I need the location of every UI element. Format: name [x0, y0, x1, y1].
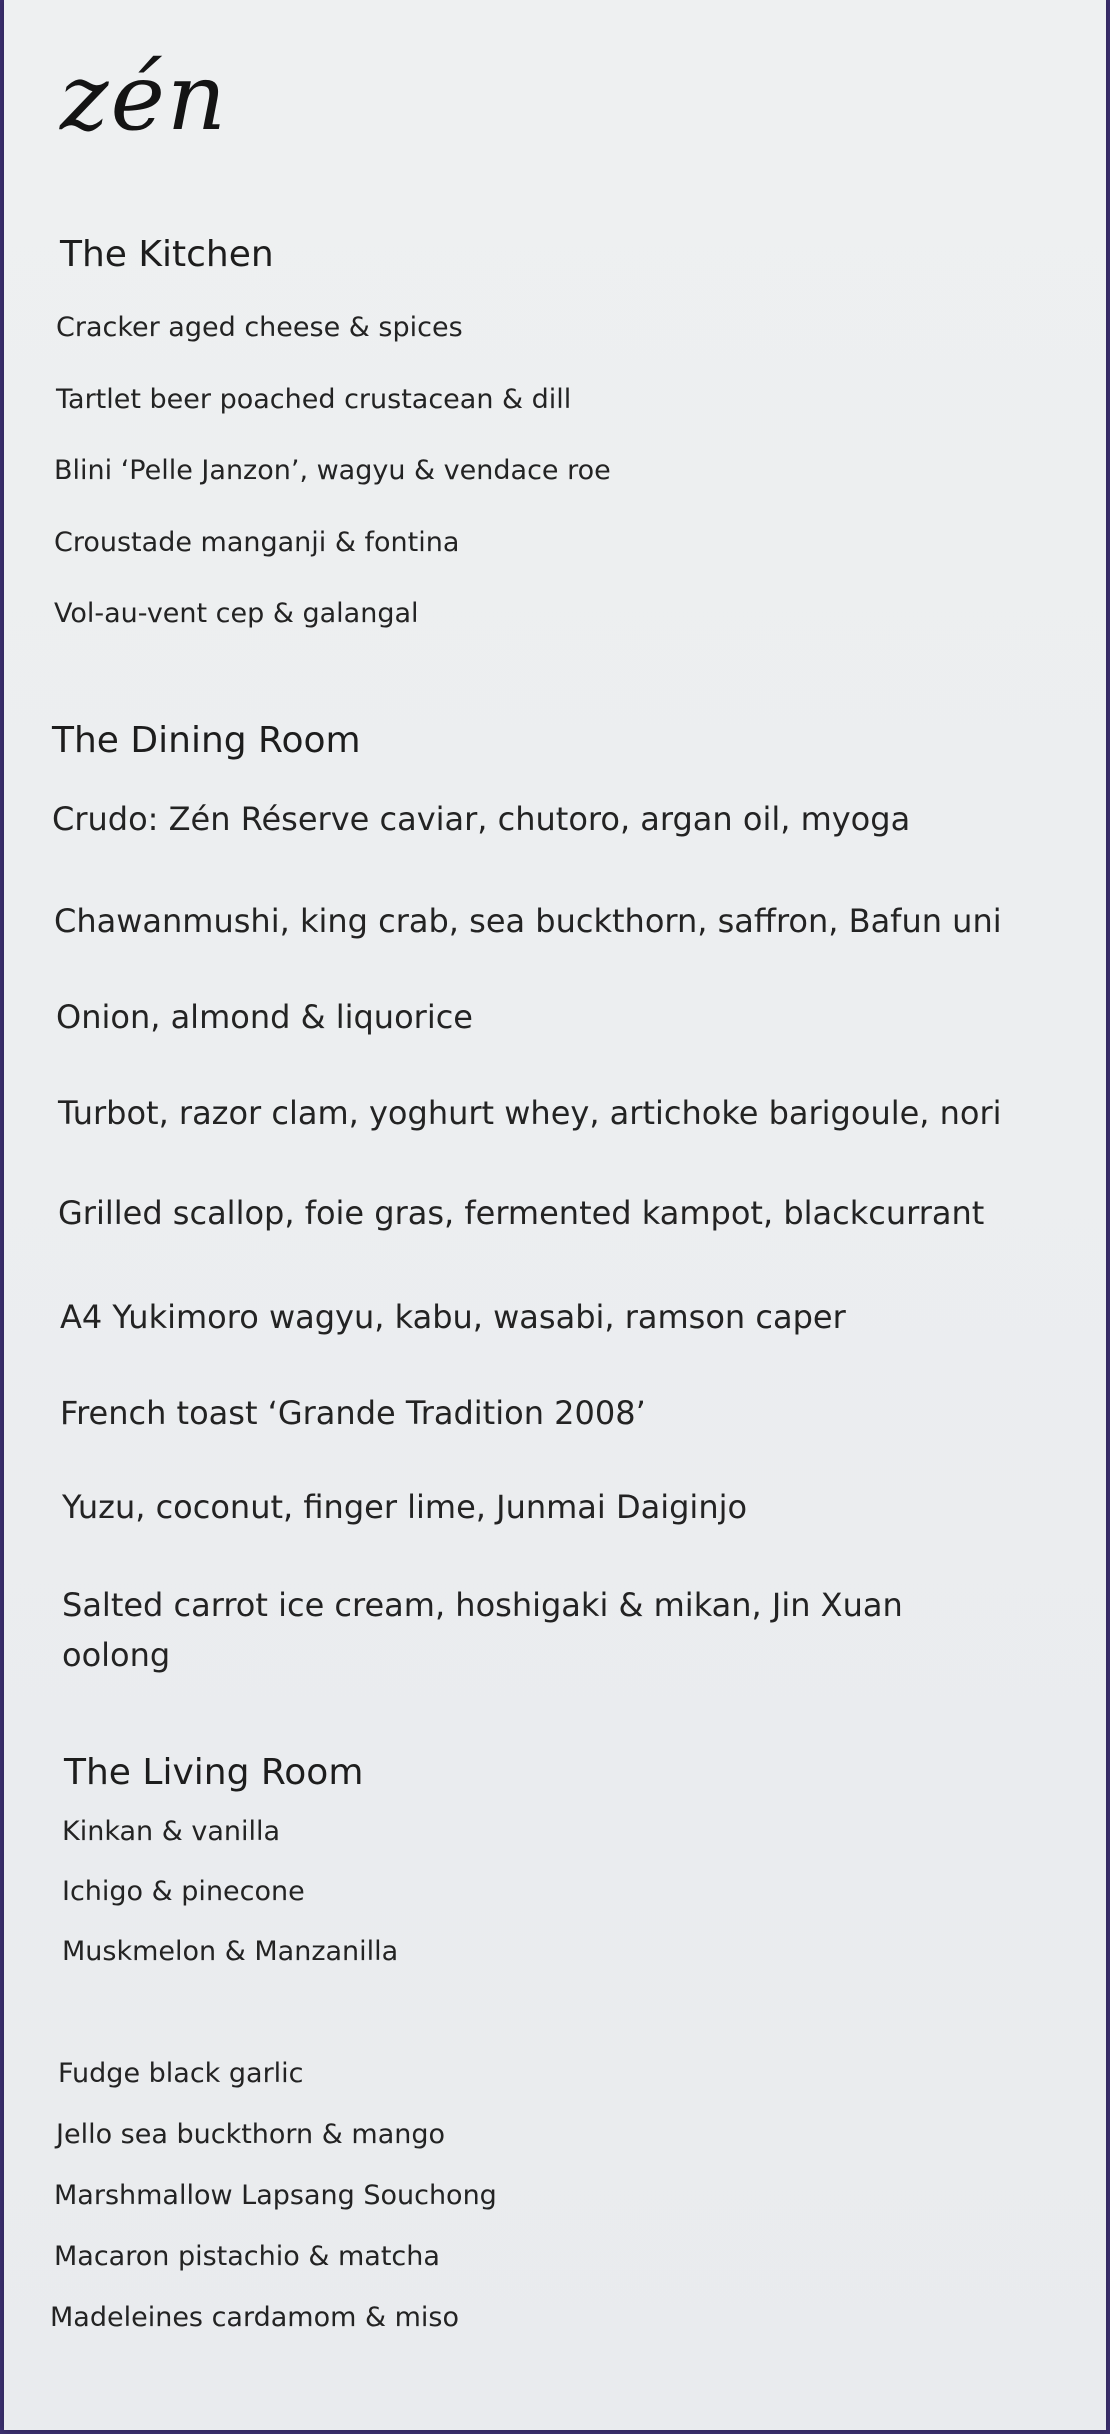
- living-item: Ichigo & pinecone: [62, 1876, 305, 1907]
- dining-item: A4 Yukimoro wagyu, kabu, wasabi, ramson caper: [60, 1298, 846, 1336]
- section-title-kitchen: The Kitchen: [60, 234, 274, 275]
- petit-four-item: Fudge black garlic: [58, 2058, 304, 2089]
- petit-four-item: Macaron pistachio & matcha: [54, 2241, 440, 2272]
- living-item: Muskmelon & Manzanilla: [62, 1936, 399, 1967]
- dining-item: Yuzu, coconut, finger lime, Junmai Daiginjo: [62, 1488, 748, 1526]
- dining-item: Onion, almond & liquorice: [56, 998, 473, 1036]
- petit-four-item: Jello sea buckthorn & mango: [56, 2119, 446, 2150]
- section-title-dining: The Dining Room: [52, 720, 361, 761]
- dining-item: Salted carrot ice cream, hoshigaki & mikan, Jin Xuan oolong: [62, 1586, 903, 1674]
- living-item: Kinkan & vanilla: [62, 1816, 281, 1847]
- menu-card: [4, 0, 1106, 2430]
- restaurant-logo: zén: [60, 44, 229, 151]
- kitchen-item: Blini ‘Pelle Janzon’, wagyu & vendace roe: [54, 455, 611, 486]
- dining-item: Turbot, razor clam, yoghurt whey, artichoke barigoule, nori: [58, 1094, 1002, 1132]
- petit-four-item: Marshmallow Lapsang Souchong: [54, 2180, 497, 2211]
- kitchen-item: Vol-au-vent cep & galangal: [54, 598, 419, 629]
- section-title-living: The Living Room: [64, 1752, 364, 1793]
- dining-item: Grilled scallop, foie gras, fermented kampot, blackcurrant: [58, 1194, 985, 1232]
- petit-four-item: Madeleines cardamom & miso: [50, 2302, 460, 2333]
- dining-item: Crudo: Zén Réserve caviar, chutoro, argan oil, myoga: [52, 800, 911, 838]
- kitchen-item: Croustade manganji & fontina: [54, 527, 460, 558]
- kitchen-item: Tartlet beer poached crustacean & dill: [56, 384, 572, 415]
- dining-item: Chawanmushi, king crab, sea buckthorn, saffron, Bafun uni: [54, 902, 1002, 940]
- dining-item: French toast ‘Grande Tradition 2008’: [60, 1394, 646, 1432]
- kitchen-item: Cracker aged cheese & spices: [56, 312, 463, 343]
